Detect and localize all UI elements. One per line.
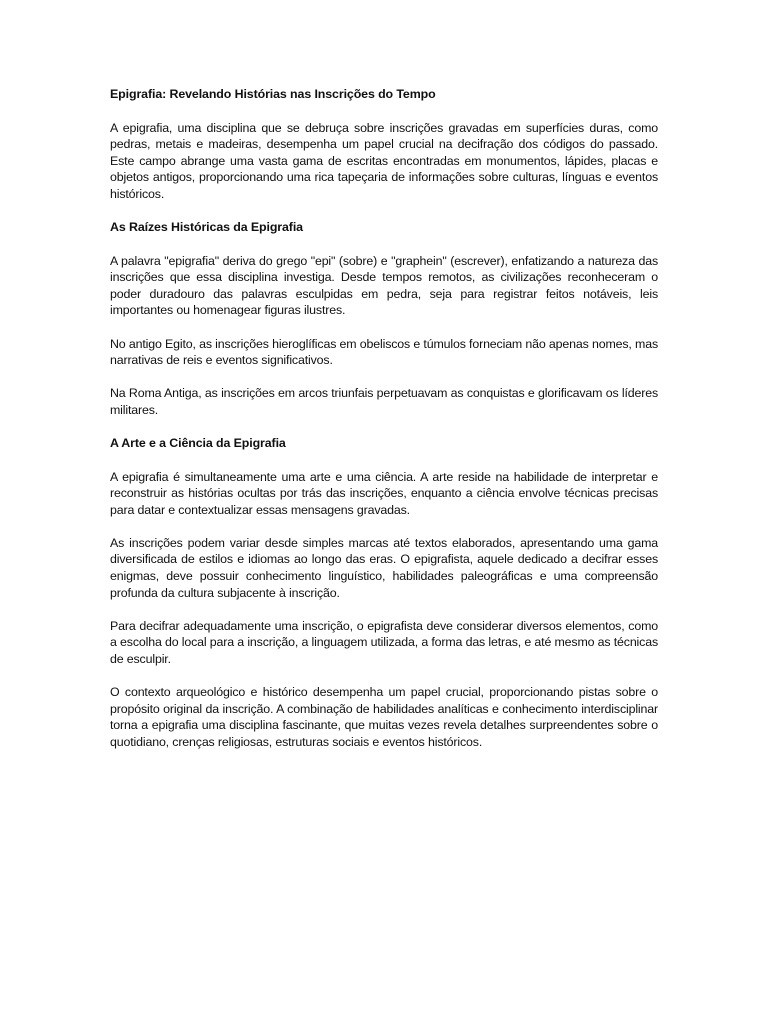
- section-1-paragraph-2: No antigo Egito, as inscrições hieroglíficas em obeliscos e túmulos forneciam não apenas nomes, mas narrativas de reis e eventos significativos.: [110, 336, 658, 368]
- document-title: Epigrafia: Revelando Histórias nas Inscrições do Tempo: [110, 87, 436, 101]
- section-2-paragraph-3: Para decifrar adequadamente uma inscrição, o epigrafista deve considerar diversos elementos, como a escolha do local para a inscrição, a linguagem utilizada, a forma das letras, e até mesmo as técnicas de esculpir.: [110, 618, 658, 666]
- section-2-paragraph-2: As inscrições podem variar desde simples marcas até textos elaborados, apresentando uma gama diversificada de estilos e idiomas ao longo das eras. O epigrafista, aquele dedicado a decifrar esses enigmas, deve possuir conhecimento linguístico, habilidades paleográficas e uma compreensão profunda da cultura subjacente à inscrição.: [110, 535, 658, 600]
- intro-paragraph: A epigrafia, uma disciplina que se debruça sobre inscrições gravadas em superfícies duras, como pedras, metais e madeiras, desempenha um papel crucial na decifração dos códigos do passado. Este campo abrange uma vasta gama de escritas encontradas em monumentos, lápides, placas e objetos antigos, proporcionando uma rica tapeçaria de informações sobre culturas, línguas e eventos históricos.: [110, 120, 658, 201]
- document-body: [110, 86, 658, 767]
- section-1-paragraph-1: A palavra "epigrafia" deriva do grego "epi" (sobre) e "graphein" (escrever), enfatizando a natureza das inscrições que essa disciplina investiga. Desde tempos remotos, as civilizações reconheceram o poder duradouro das palavras esculpidas em pedra, seja para registrar feitos notáveis, leis importantes ou homenagear figuras ilustres.: [110, 253, 658, 318]
- section-2-paragraph-1: A epigrafia é simultaneamente uma arte e uma ciência. A arte reside na habilidade de interpretar e reconstruir as histórias ocultas por trás das inscrições, enquanto a ciência envolve técnicas precisas para datar e contextualizar essas mensagens gravadas.: [110, 469, 658, 517]
- section-2-paragraph-4: O contexto arqueológico e histórico desempenha um papel crucial, proporcionando pistas sobre o propósito original da inscrição. A combinação de habilidades analíticas e conhecimento interdisciplinar torna a epigrafia uma disciplina fascinante, que muitas vezes revela detalhes surpreendentes sobre o quotidiano, crenças religiosas, estruturas sociais e eventos históricos.: [110, 684, 658, 749]
- section-heading-art-and-science: A Arte e a Ciência da Epigrafia: [110, 435, 286, 450]
- section-heading-historical-roots: As Raízes Históricas da Epigrafia: [110, 220, 303, 235]
- section-1-paragraph-3: Na Roma Antiga, as inscrições em arcos triunfais perpetuavam as conquistas e glorificavam os líderes militares.: [110, 386, 658, 417]
